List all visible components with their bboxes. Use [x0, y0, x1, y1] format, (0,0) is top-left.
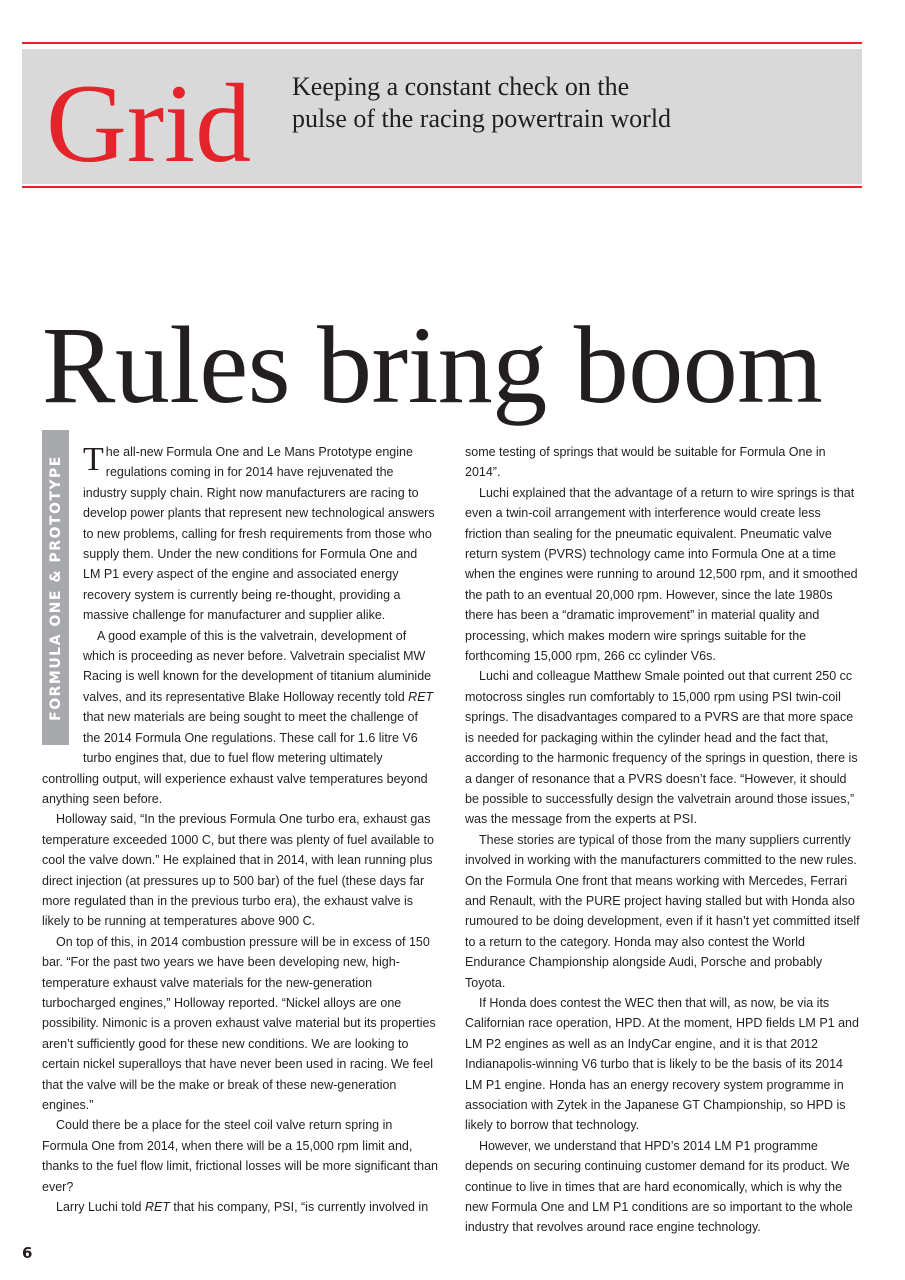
- publication-name: RET: [144, 1200, 170, 1215]
- section-banner: [22, 49, 862, 184]
- page-number: 6: [22, 1244, 33, 1262]
- paragraph: On top of this, in 2014 combustion pressure will be in excess of 150 bar. “For the past two years we have been developing new, high-temperature exhaust valve materials for the new-generation turbocharged engines,” Holloway reported. “Nickel alloys are one possibility. Nimonic is a proven exhaust valve material but its properties aren’t sufficiently good for these new conditions. We are looking to certain nickel superalloys that have never been used in racing. We feel that the valve will be the make or break of these new-generation engines.”: [42, 934, 436, 1112]
- paragraph: The all-new Formula One and Le Mans Prototype engine regulations coming in for 2014 have rejuvenated the industry supply chain. Right now manufacturers are racing to develop power plants that represent new technological answers to new problems, calling for fresh requirements from those who supply them. Under the new conditions for Formula One and LM P1 every aspect of the engine and associated energy recovery system is currently being re-thought, providing a massive challenge for manufacturer and supplier alike.: [83, 441, 435, 623]
- paragraph: Holloway said, “In the previous Formula One turbo era, exhaust gas temperature exceeded 1000 C, but there was plenty of fuel available to cool the valve down.” He explained that in 2014, with lean running plus direct injection (at pressures up to 500 bar) of the fuel (these days far more regulated than in the previous turbo era), the exhaust valve is likely to be running at temperatures above 900 C.: [42, 812, 434, 929]
- publication-name: RET: [408, 689, 434, 704]
- section-title: Grid: [46, 62, 252, 186]
- paragraph: Larry Luchi told RET that his company, PSI, “is currently involved in: [56, 1200, 429, 1215]
- section-tagline: [292, 71, 671, 135]
- category-tab-spacer: [42, 442, 83, 758]
- paragraph: Luchi and colleague Matthew Smale pointed out that current 250 cc motocross singles run comfortably to 15,000 rpm using PSI twin-coil springs. The disadvantages compared to a PVRS are that more space is needed for packaging within the cylinder head and the fact that, according to the harmonic frequency of the springs in question, there is a danger of resonance that a PVRS doesn’t face. “However, it should be possible to successfully design the valvetrain around those issues,” was the message from the experts at PSI.: [465, 669, 858, 827]
- paragraph: Luchi explained that the advantage of a return to wire springs is that even a twin-coil arrangement with interference would create less friction than sealing for the pneumatic equivalent. Pneumatic valve return system (PVRS) technology came into Formula One at a time when the engines were running to around 12,500 rpm, and it smoothed the path to an eventual 20,000 rpm. However, since the late 1980s there has been a “dramatic improvement” in material quality and processing, which makes modern wire springs suitable for the forthcoming 15,000 rpm, 266 cc cylinder V6s.: [465, 485, 858, 664]
- top-rule: [22, 42, 862, 44]
- tagline-line-2: pulse of the racing powertrain world: [292, 104, 672, 133]
- category-label: FORMULA ONE & PROTOTYPE: [47, 454, 64, 721]
- bottom-rule: [22, 186, 862, 188]
- tagline-line-1: Keeping a constant check on the: [292, 72, 630, 101]
- paragraph: Could there be a place for the steel coil valve return spring in Formula One from 2014, when there will be a 15,000 rpm limit and, thanks to the fuel flow limit, frictional losses will be more significant than ever?: [42, 1118, 439, 1194]
- paragraph: A good example of this is the valvetrain, development of which is proceeding as never before. Valvetrain specialist MW Racing is well known for the development of titanium aluminide valves, and its representative Blake Holloway recently told RET that new materials are being sought to meet the challenge of the 2014 Formula One regulations. These call for 1.6 litre V6 turbo engines that, due to fuel flow metering ultimately controlling output, will experience exhaust valve temperatures beyond anything seen before.: [42, 628, 434, 806]
- paragraph: If Honda does contest the WEC then that will, as now, be via its Californian race operation, HPD. At the moment, HPD fields LM P1 and LM P2 engines as well as an IndyCar engine, and it is that 2012 Indianapolis-winning V6 turbo that is likely to be the basis of its 2014 LM P1 engine. Honda has an energy recovery system programme in association with Zytek in the Japanese GT Championship, so HPD is likely to borrow that technology.: [465, 995, 859, 1133]
- paragraph: However, we understand that HPD’s 2014 LM P1 programme depends on securing continuing customer demand for its product. We continue to live in times that are hard economically, which is why the new Formula One and LM P1 conditions are so important to the whole industry that revolves around race engine technology.: [465, 1138, 853, 1235]
- paragraph: These stories are typical of those from the many suppliers currently involved in working with the manufacturers committed to the new rules. On the Formula One front that means working with Mercedes, Ferrari and Renault, with the PURE project having stalled but with Honda also rumoured to be doing development, even if it hasn’t yet committed itself to a return to the category. Honda may also contest the World Endurance Championship alongside Audi, Porsche and probably Toyota.: [465, 832, 860, 990]
- paragraph: some testing of springs that would be suitable for Formula One in 2014”.: [465, 445, 826, 480]
- article-column-left: [42, 442, 438, 1217]
- drop-cap: T: [83, 441, 104, 478]
- article-headline: Rules bring boom: [42, 304, 823, 426]
- article-column-right: [465, 442, 861, 1238]
